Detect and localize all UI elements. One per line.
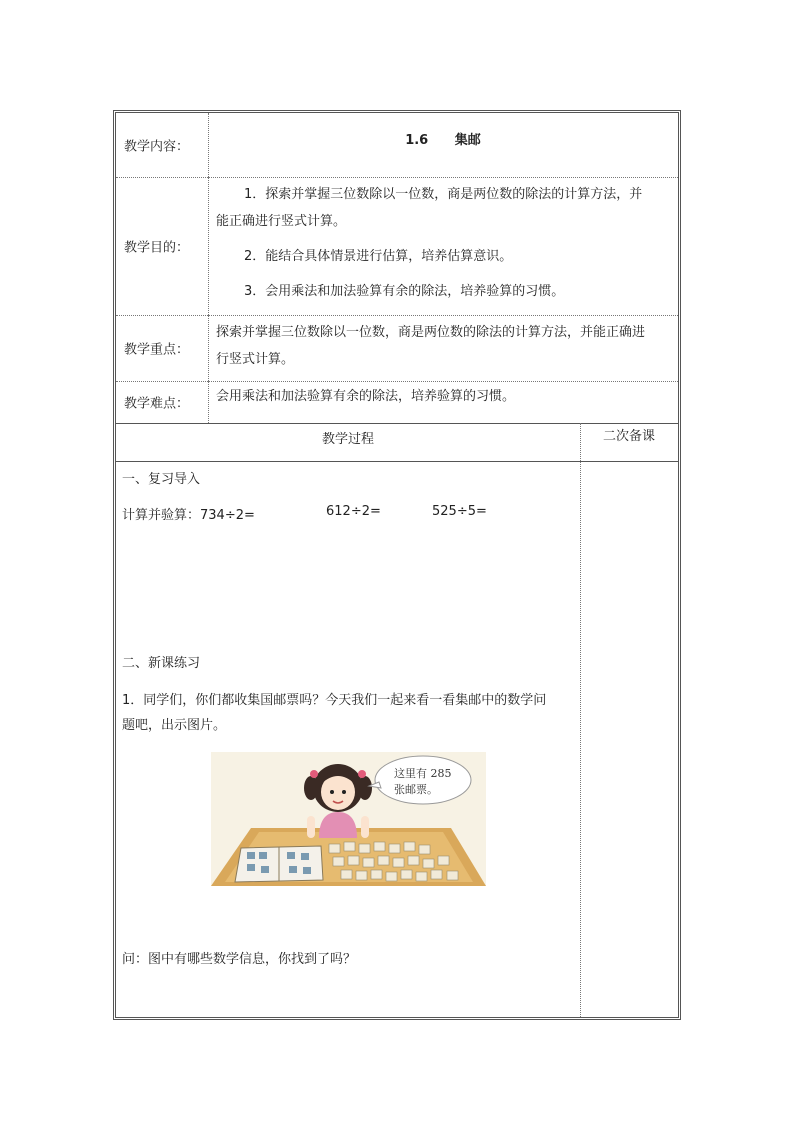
key-points-line-2: 行竖式计算。 (216, 352, 295, 367)
objective-3: 3．会用乘法和加法验算有余的除法，培养验算的习惯。 (244, 284, 565, 299)
content-label: 教学内容： (124, 139, 190, 155)
difficulties-row (116, 381, 678, 424)
question-1-line-2: 题吧，出示图片。 (122, 718, 227, 733)
process-header: 教学过程 (116, 423, 581, 461)
section-2-title: 二、新课练习 (122, 656, 201, 671)
key-points-cell (208, 315, 678, 381)
speech-bubble-text (394, 766, 452, 798)
difficulties-text: 会用乘法和加法验算有余的除法，培养验算的习惯。 (216, 389, 516, 404)
objective-1: 1．探索并掌握三位数除以一位数，商是两位数的除法的计算方法，并 (244, 187, 643, 202)
lesson-plan-table (113, 110, 681, 1020)
lesson-title: 集邮 (454, 133, 481, 148)
objectives-cell (208, 177, 678, 315)
second-prep-header: 二次备课 (602, 429, 655, 444)
difficulties-cell (208, 381, 678, 423)
stamp-collection-illustration (211, 752, 486, 886)
difficulties-label-cell (116, 381, 209, 423)
process-body-row (116, 462, 678, 1017)
calc-2: 612÷2= (326, 504, 381, 519)
key-points-label: 教学重点： (124, 342, 190, 358)
speech-line-2: 张邮票。 (394, 783, 438, 796)
section-1-title: 一、复习导入 (122, 472, 201, 487)
second-prep-column (580, 462, 678, 1017)
calc-3: 525÷5= (432, 504, 487, 519)
difficulties-label: 教学难点： (124, 396, 190, 412)
key-points-label-cell (116, 315, 209, 381)
question-1-line-1: 1．同学们，你们都收集国邮票吗？今天我们一起来看一看集邮中的数学问 (122, 693, 547, 708)
speech-line-1: 这里有 285 (394, 767, 452, 780)
content-label-cell (116, 113, 209, 177)
lesson-number: 1.6 (405, 133, 429, 148)
objective-1-cont: 能正确进行竖式计算。 (216, 214, 347, 229)
objectives-label-cell (116, 177, 209, 315)
key-points-line-1: 探索并掌握三位数除以一位数，商是两位数的除法的计算方法，并能正确进 (216, 325, 646, 340)
process-header-row (116, 423, 678, 462)
content-row (116, 113, 678, 178)
key-points-row (116, 315, 678, 382)
lesson-title-cell (208, 113, 678, 177)
calc-1: 计算并验算：734÷2= (122, 508, 255, 523)
objectives-row (116, 177, 678, 316)
objectives-label: 教学目的： (124, 240, 190, 256)
process-body (116, 462, 581, 1017)
question-text: 问：图中有哪些数学信息，你找到了吗？ (122, 952, 357, 967)
objective-2: 2．能结合具体情景进行估算，培养估算意识。 (244, 249, 513, 264)
